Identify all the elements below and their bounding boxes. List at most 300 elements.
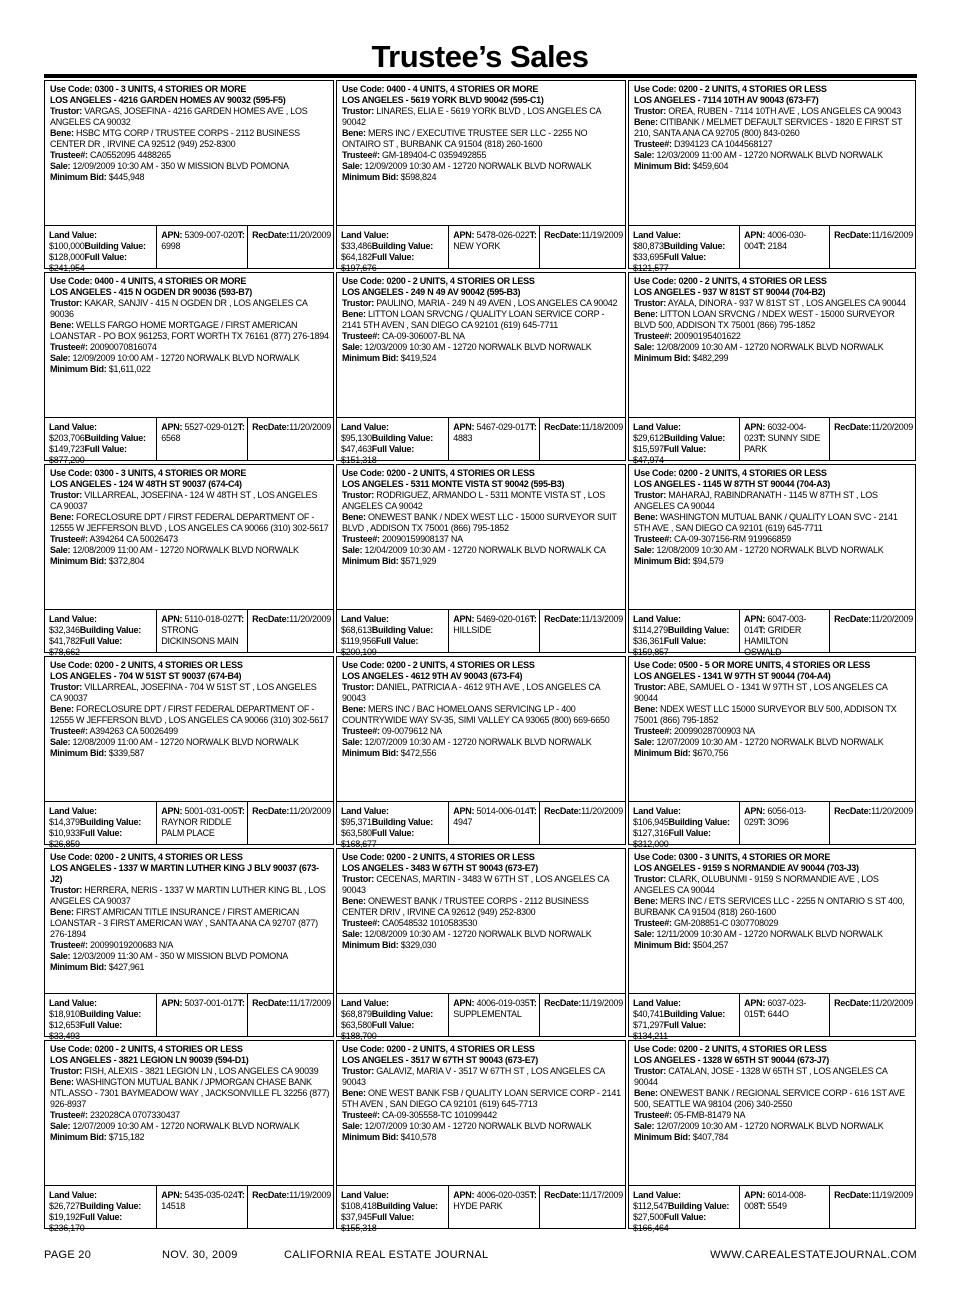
recdate-column (248, 418, 333, 460)
tract-value: 2184 (765, 241, 787, 251)
apn-column (157, 418, 248, 460)
beneficiary (50, 907, 330, 940)
listing-details (45, 657, 333, 801)
recdate-value: 11/20/2009 (289, 230, 331, 240)
values-column (45, 994, 157, 1041)
listing-values (45, 609, 333, 657)
land-value-label: Land Value: (633, 998, 681, 1008)
building-value-value: $33,695 (633, 252, 664, 262)
building-value-value: $41,782 (49, 636, 80, 646)
beneficiary (342, 896, 622, 918)
full-value-value: $197,676 (341, 263, 377, 273)
listing-values (629, 1185, 915, 1233)
trustee-number-value: 05-FMB-81479 NA (671, 1110, 746, 1120)
sale-info-value: 12/03/2009 11:30 AM - 350 W MISSION BLVD POMONA (70, 951, 289, 961)
full-value-value: $151,318 (341, 455, 377, 465)
apn-label: APN: (453, 614, 475, 624)
trustor-label: Trustor: (342, 874, 375, 884)
tract (758, 1009, 788, 1019)
use-code: Use Code: 0300 - 3 UNITS, 4 STORIES OR MORE (50, 84, 247, 94)
minimum-bid (50, 364, 330, 375)
sale-info (50, 1121, 330, 1132)
apn-label: APN: (744, 998, 766, 1008)
land-value-value: $29,612 (633, 433, 664, 443)
values-column (45, 1186, 157, 1233)
trustor-label: Trustor: (342, 682, 375, 692)
minimum-bid (634, 748, 912, 759)
listing-details (337, 849, 625, 993)
beneficiary (342, 128, 622, 150)
listing-card (336, 848, 626, 1041)
listing-details (45, 273, 333, 417)
minimum-bid-label: Minimum Bid: (634, 748, 691, 758)
trustor-value: MAHARAJ, RABINDRANATH - 1145 W 87TH ST , LOS ANGELES CA 90044 (634, 490, 878, 511)
full-value-value: $26,859 (49, 839, 80, 849)
trustee-number-label: Trustee#: (342, 534, 380, 544)
trustor-value: HERRERA, NERIS - 1337 W MARTIN LUTHER KING BL , LOS ANGELES CA 90037 (50, 885, 326, 906)
listing-card (628, 1040, 916, 1233)
building-value-label: Building Value: (371, 817, 434, 827)
full-value-label: Full Value: (663, 1020, 707, 1030)
beneficiary-label: Bene: (50, 907, 74, 917)
listing-values (337, 993, 625, 1041)
minimum-bid-value: $410,578 (398, 1132, 437, 1142)
land-value-label: Land Value: (49, 1190, 97, 1200)
property-address: LOS ANGELES - 1337 W MARTIN LUTHER KING J BLV 90037 (673-J2) (50, 863, 319, 884)
minimum-bid-value: $715,182 (106, 1132, 145, 1142)
building-value-label: Building Value: (79, 625, 142, 635)
property-address: LOS ANGELES - 1341 W 97TH ST 90044 (704-A4) (634, 671, 831, 681)
recdate-label: RecDate: (252, 806, 290, 816)
listing-card (336, 1040, 626, 1233)
recdate-column (830, 802, 915, 844)
beneficiary-label: Bene: (634, 704, 658, 714)
trustee-number (50, 534, 330, 545)
trustor-value: AYALA, DINORA - 937 W 81ST ST , LOS ANGELES CA 90044 (666, 298, 906, 308)
use-code: Use Code: 0200 - 2 UNITS, 4 STORIES OR LESS (634, 276, 827, 286)
use-code: Use Code: 0200 - 2 UNITS, 4 STORIES OR LESS (634, 84, 827, 94)
beneficiary-value: FORECLOSURE DPT / FIRST FEDERAL DEPARTMENT OF - 12555 W JEFFERSON BLVD , LOS ANGELES CA 90066 (310) 302-5617 (50, 512, 329, 533)
footer-publication: CALIFORNIA REAL ESTATE JOURNAL (284, 1249, 489, 1261)
trustor-label: Trustor: (50, 682, 83, 692)
tract-value: 6568 (161, 433, 181, 443)
tract-value: 644O (765, 1009, 789, 1019)
sale-info-value: 12/08/2009 10:30 AM - 12720 NORWALK BLVD NORWALK (654, 545, 884, 555)
trustor-value: CECENAS, MARTIN - 3483 W 67TH ST , LOS ANGELES CA 90043 (342, 874, 609, 895)
trustee-number (342, 331, 622, 342)
apn-value: 6037-023-015 (744, 998, 807, 1019)
minimum-bid-label: Minimum Bid: (50, 172, 107, 182)
sale-info-label: Sale: (50, 161, 71, 171)
tract-value: HYDE PARK (453, 1201, 503, 1211)
trustee-number (50, 726, 330, 737)
apn (161, 806, 237, 816)
minimum-bid (50, 748, 330, 759)
apn-column (157, 610, 248, 652)
recdate-label: RecDate: (544, 806, 582, 816)
minimum-bid-value: $427,961 (106, 962, 145, 972)
trustor-value: VILLARREAL, JOSEFINA - 124 W 48TH ST , LOS ANGELES CA 90037 (50, 490, 318, 511)
property-address: LOS ANGELES - 3517 W 67TH ST 90043 (673-E7) (342, 1055, 538, 1065)
sale-info-label: Sale: (342, 545, 363, 555)
building-value-value: $128,000 (49, 252, 85, 262)
full-value-label: Full Value: (371, 252, 415, 262)
minimum-bid-value: $445,948 (106, 172, 145, 182)
beneficiary-value: WASHINGTON MUTUAL BANK / JPMORGAN CHASE BANK NTL.ASSO - 7301 BAYMEADOW WAY , JACKSONVILLE FL 32256 (877) 926-8937 (50, 1077, 330, 1109)
property-address: LOS ANGELES - 3821 LEGION LN 90039 (594-D1) (50, 1055, 249, 1065)
land-value-value: $112,547 (633, 1201, 668, 1211)
sale-info-value: 12/03/2009 10:30 AM - 12720 NORWALK BLVD NORWALK (362, 342, 592, 352)
sale-info-label: Sale: (634, 737, 655, 747)
trustee-number-label: Trustee#: (342, 1110, 380, 1120)
trustee-number (50, 1110, 330, 1121)
use-code: Use Code: 0200 - 2 UNITS, 4 STORIES OR LESS (342, 1044, 535, 1054)
values-column (629, 226, 740, 273)
trustor-value: ABE, SAMUEL O - 1341 W 97TH ST , LOS ANGELES CA 90044 (634, 682, 888, 703)
recdate-label: RecDate: (544, 230, 582, 240)
land-value-value: $106,945 (633, 817, 669, 827)
tract-value: 4883 (453, 433, 473, 443)
building-value-label: Building Value: (667, 1201, 730, 1211)
apn-value: 4006-019-035 (474, 998, 530, 1008)
tract-value: 3O96 (765, 817, 789, 827)
recdate-value: 11/19/2009 (871, 1190, 913, 1200)
apn-label: APN: (453, 230, 475, 240)
full-value-value: $241,954 (49, 263, 85, 273)
sale-info-label: Sale: (634, 1121, 655, 1131)
trustee-number (50, 150, 330, 161)
beneficiary-value: ONEWEST BANK / REGIONAL SERVICE CORP - 616 1ST AVE 500, SEATTLE WA 98104 (206) 340-2550 (634, 1088, 905, 1109)
minimum-bid-value: $329,030 (398, 940, 437, 950)
apn-column (449, 1186, 540, 1228)
property-address: LOS ANGELES - 7114 10TH AV 90043 (673-F7) (634, 95, 819, 105)
building-value-label: Building Value: (371, 1009, 434, 1019)
trustee-number-label: Trustee#: (50, 342, 88, 352)
building-value-value: $71,297 (633, 1020, 664, 1030)
recdate-column (248, 610, 333, 652)
property-address: LOS ANGELES - 704 W 51ST ST 90037 (674-B4) (50, 671, 242, 681)
land-value-value: $100,000 (49, 241, 85, 251)
beneficiary-value: FORECLOSURE DPT / FIRST FEDERAL DEPARTMENT OF - 12555 W JEFFERSON BLVD , LOS ANGELES CA 90066 (310) 302-5617 (50, 704, 329, 725)
land-value-value: $68,879 (341, 1009, 372, 1019)
apn (161, 1190, 237, 1200)
listing-details (629, 273, 915, 417)
apn-value: 6014-008-008 (744, 1190, 807, 1211)
trustee-number (634, 1110, 912, 1121)
tract-label: T: (529, 1190, 537, 1200)
footer-date: NOV. 30, 2009 (162, 1249, 238, 1261)
trustee-number-value: 20099028700903 NA (671, 726, 755, 736)
tract-value: 4947 (453, 817, 473, 827)
trustee-number-value: A394263 CA 50026499 (87, 726, 178, 736)
minimum-bid-value: $459,604 (690, 161, 729, 171)
property-address: LOS ANGELES - 249 N 49 AV 90042 (595-B3) (342, 287, 521, 297)
trustee-number-label: Trustee#: (342, 918, 380, 928)
recdate-label: RecDate: (834, 998, 872, 1008)
beneficiary-value: MERS INC / BAC HOMELOANS SERVICING LP - 400 COUNTRYWIDE WAY SV-35, SIMI VALLEY CA 93065 (800) 669-6650 (342, 704, 610, 725)
sale-info (634, 737, 912, 748)
apn-label: APN: (744, 230, 766, 240)
apn-value: 4006-020-035 (474, 1190, 530, 1200)
trustee-number-value: 20090159908137 NA (379, 534, 463, 544)
title-rule (44, 74, 917, 78)
apn-label: APN: (161, 422, 183, 432)
listing-details (629, 657, 915, 801)
trustee-number-label: Trustee#: (634, 1110, 672, 1120)
full-value-value: $188,700 (341, 1031, 377, 1041)
beneficiary-value: WASHINGTON MUTUAL BANK / QUALITY LOAN SVC - 2141 5TH AVE , SAN DIEGO CA 92101 (619) 645-7711 (634, 512, 898, 533)
minimum-bid-label: Minimum Bid: (50, 962, 107, 972)
tract (758, 1201, 786, 1211)
listing-card (44, 1040, 334, 1233)
recdate-column (248, 226, 333, 268)
beneficiary-label: Bene: (342, 1088, 366, 1098)
building-value-value: $15,597 (633, 444, 664, 454)
building-value-label: Building Value: (79, 1201, 142, 1211)
full-value-label: Full Value: (663, 636, 707, 646)
beneficiary-value: NDEX WEST LLC 15000 SURVEYOR BLV 500, ADDISON TX 75001 (866) 795-1852 (634, 704, 897, 725)
apn-label: APN: (744, 1190, 766, 1200)
beneficiary-value: WELLS FARGO HOME MORTGAGE / FIRST AMERICAN LOANSTAR - PO BOX 961253, FORT WORTH TX 76161 (877) 276-1894 (50, 320, 329, 341)
land-value-label: Land Value: (341, 614, 389, 624)
full-value-label: Full Value: (79, 636, 123, 646)
sale-info-label: Sale: (50, 353, 71, 363)
beneficiary-label: Bene: (342, 309, 366, 319)
apn-value: 5001-031-005 (182, 806, 238, 816)
recdate-label: RecDate: (834, 806, 872, 816)
building-value-label: Building Value: (667, 625, 730, 635)
property-address: LOS ANGELES - 1145 W 87TH ST 90044 (704-A3) (634, 479, 830, 489)
building-value-label: Building Value: (668, 817, 730, 827)
sale-info (342, 545, 622, 556)
trustor (634, 298, 912, 309)
tract-value: SUPPLEMENTAL (453, 1009, 522, 1019)
full-value-label: Full Value: (79, 828, 123, 838)
values-column (629, 802, 740, 849)
tract-label: T: (758, 817, 766, 827)
trustee-number-value: CA-09-306007-BL NA (379, 331, 465, 341)
tract-value: RAYNOR RIDDLE PALM PLACE (161, 817, 232, 838)
minimum-bid (50, 172, 330, 183)
trustor-label: Trustor: (634, 490, 667, 500)
apn-label: APN: (161, 1190, 183, 1200)
trustee-number (634, 918, 912, 929)
land-value-label: Land Value: (49, 614, 97, 624)
land-value-value: $108,418 (341, 1201, 377, 1211)
trustor-label: Trustor: (634, 874, 667, 884)
apn (453, 806, 529, 816)
minimum-bid-label: Minimum Bid: (634, 1132, 691, 1142)
sale-info-value: 12/07/2009 10:30 AM - 12720 NORWALK BLVD NORWALK (654, 1121, 884, 1131)
use-code: Use Code: 0200 - 2 UNITS, 4 STORIES OR LESS (634, 468, 827, 478)
trustee-number-value: 232028CA 0707330437 (87, 1110, 180, 1120)
trustee-number (342, 1110, 622, 1121)
minimum-bid (342, 1132, 622, 1143)
full-value-value: $159,857 (633, 647, 669, 657)
apn-value: 5467-029-017 (474, 422, 530, 432)
apn-value: 6056-013-029 (744, 806, 807, 827)
land-value-value: $32,346 (49, 625, 80, 635)
full-value-label: Full Value: (371, 444, 415, 454)
full-value-value: $155,318 (341, 1223, 377, 1233)
trustee-number-label: Trustee#: (634, 534, 672, 544)
land-value-value: $95,130 (341, 433, 372, 443)
trustor-value: OREA, RUBEN - 7114 10TH AVE , LOS ANGELES CA 90043 (666, 106, 902, 116)
tract (238, 998, 245, 1008)
use-code: Use Code: 0200 - 2 UNITS, 4 STORIES OR LESS (50, 660, 243, 670)
sale-info (50, 951, 330, 962)
apn (453, 230, 529, 240)
listing-card (44, 848, 334, 1041)
tract-value: 14518 (161, 1201, 186, 1211)
listing-card (628, 848, 916, 1041)
tract-label: T: (758, 625, 766, 635)
recdate-label: RecDate: (834, 1190, 872, 1200)
land-value-value: $26,727 (49, 1201, 80, 1211)
minimum-bid (50, 556, 330, 567)
trustor (634, 1066, 912, 1088)
trustor-value: VARGAS, JOSEFINA - 4216 GARDEN HOMES AVE , LOS ANGELES CA 90032 (50, 106, 308, 127)
sale-info (50, 545, 330, 556)
trustee-number-label: Trustee#: (50, 534, 88, 544)
trustor (342, 682, 622, 704)
use-code: Use Code: 0200 - 2 UNITS, 4 STORIES OR LESS (634, 1044, 827, 1054)
property-address: LOS ANGELES - 3483 W 67TH ST 90043 (673-E7) (342, 863, 538, 873)
recdate-value: 11/13/2009 (581, 614, 623, 624)
recdate-label: RecDate: (252, 998, 290, 1008)
sale-info-value: 12/04/2009 10:30 AM - 12720 NORWALK BLVD NORWALK CA (362, 545, 606, 555)
trustor (634, 682, 912, 704)
beneficiary-value: ONE WEST BANK FSB / QUALITY LOAN SERVICE CORP - 2141 5TH AVEN , SAN DIEGO CA 92101 (619) 645-7713 (342, 1088, 621, 1109)
values-column (337, 226, 449, 273)
land-value-label: Land Value: (49, 422, 97, 432)
property-address: LOS ANGELES - 5619 YORK BLVD 90042 (595-C1) (342, 95, 544, 105)
beneficiary-value: MERS INC / ETS SERVICES LLC - 2255 N ONTARIO S ST 400, BURBANK CA 91504 (818) 260-1600 (634, 896, 905, 917)
sale-info (342, 342, 622, 353)
building-value-label: Building Value: (663, 1009, 726, 1019)
use-code: Use Code: 0300 - 3 UNITS, 4 STORIES OR MORE (50, 468, 247, 478)
trustee-number-value: GM-189404-C 0359492855 (379, 150, 487, 160)
apn-label: APN: (453, 1190, 475, 1200)
trustee-number (342, 534, 622, 545)
trustor-label: Trustor: (342, 106, 375, 116)
trustor-label: Trustor: (50, 885, 83, 895)
land-value-value: $203,706 (49, 433, 85, 443)
trustor (50, 1066, 330, 1077)
land-value-value: $80,873 (633, 241, 664, 251)
sale-info-value: 12/07/2009 10:30 AM - 12720 NORWALK BLVD NORWALK (70, 1121, 300, 1131)
sale-info (634, 342, 912, 353)
recdate-column (248, 1186, 333, 1228)
sale-info-label: Sale: (50, 951, 71, 961)
apn-value: 5014-006-014 (474, 806, 530, 816)
tract-label: T: (529, 806, 537, 816)
trustor-label: Trustor: (634, 1066, 667, 1076)
trustee-number (50, 940, 330, 951)
sale-info (342, 737, 622, 748)
trustor-label: Trustor: (634, 298, 667, 308)
trustor (342, 298, 622, 309)
beneficiary-value: MERS INC / EXECUTIVE TRUSTEE SER LLC - 2255 NO ONTAIRO ST , BURBANK CA 91504 (818) 260-1600 (342, 128, 588, 149)
sale-info-value: 12/09/2009 10:30 AM - 350 W MISSION BLVD POMONA (70, 161, 289, 171)
full-value-label: Full Value: (668, 828, 711, 838)
apn-label: APN: (161, 614, 183, 624)
trustor (342, 106, 622, 128)
apn-column (157, 802, 248, 844)
listing-details (629, 465, 915, 609)
trustor-label: Trustor: (50, 490, 83, 500)
listing-card (336, 656, 626, 849)
land-value-label: Land Value: (49, 998, 97, 1008)
recdate-label: RecDate: (252, 614, 290, 624)
apn-value: 5037-001-017 (182, 998, 238, 1008)
trustee-number-label: Trustee#: (634, 726, 672, 736)
apn-column (740, 994, 830, 1036)
recdate-label: RecDate: (544, 614, 582, 624)
use-code: Use Code: 0400 - 4 UNITS, 4 STORIES OR MORE (342, 84, 539, 94)
land-value-value: $95,371 (341, 817, 372, 827)
listing-card (628, 656, 916, 849)
tract-label: T: (529, 230, 537, 240)
building-value-value: $119,956 (341, 636, 376, 646)
minimum-bid-value: $372,804 (106, 556, 145, 566)
listing-card (44, 272, 334, 465)
tract-value: STRONG DICKINSONS MAIN (161, 625, 239, 646)
listing-card (44, 656, 334, 849)
listing-details (45, 81, 333, 225)
sale-info (50, 737, 330, 748)
apn-label: APN: (744, 614, 766, 624)
trustor-value: LINARES, ELIA E - 5619 YORK BLVD , LOS ANGELES CA 90042 (342, 106, 601, 127)
trustee-number-label: Trustee#: (634, 139, 672, 149)
tract-value: 6998 (161, 241, 181, 251)
tract-label: T: (237, 422, 245, 432)
minimum-bid-value: $571,929 (398, 556, 437, 566)
recdate-value: 11/19/2009 (581, 998, 623, 1008)
apn-label: APN: (161, 806, 183, 816)
minimum-bid-value: $504,257 (690, 940, 729, 950)
sale-info-label: Sale: (50, 1121, 71, 1131)
trustor-value: CATALAN, JOSE - 1328 W 65TH ST , LOS ANGELES CA 90044 (634, 1066, 888, 1087)
full-value-value: $47,974 (633, 455, 664, 465)
land-value-label: Land Value: (633, 614, 681, 624)
page-title: Trustee’s Sales (371, 39, 589, 74)
values-column (337, 994, 449, 1041)
use-code: Use Code: 0300 - 3 UNITS, 4 STORIES OR MORE (634, 852, 831, 862)
listing-card (628, 80, 916, 273)
full-value-label: Full Value: (84, 252, 127, 262)
beneficiary (634, 512, 912, 534)
minimum-bid-value: $1,611,022 (106, 364, 151, 374)
apn-column (740, 802, 830, 844)
trustor-value: FISH, ALEXIS - 3821 LEGION LN , LOS ANGELES CA 90039 (82, 1066, 319, 1076)
sale-info-value: 12/08/2009 10:30 AM - 12720 NORWALK BLVD NORWALK (362, 929, 592, 939)
footer-page-number: PAGE 20 (44, 1249, 92, 1261)
trustee-number (342, 918, 622, 929)
listing-details (337, 465, 625, 609)
full-value-label: Full Value: (371, 1212, 415, 1222)
apn-column (157, 994, 248, 1036)
minimum-bid-label: Minimum Bid: (50, 556, 107, 566)
sale-info-value: 12/09/2009 10:30 AM - 12720 NORWALK BLVD NORWALK (362, 161, 592, 171)
full-value-value: $121,577 (633, 263, 669, 273)
full-value-label: Full Value: (375, 636, 419, 646)
recdate-column (540, 418, 625, 460)
full-value-label: Full Value: (371, 1020, 415, 1030)
apn-value: 5478-026-022 (474, 230, 530, 240)
listing-values (45, 801, 333, 849)
property-address: LOS ANGELES - 5311 MONTE VISTA ST 90042 (595-B3) (342, 479, 565, 489)
